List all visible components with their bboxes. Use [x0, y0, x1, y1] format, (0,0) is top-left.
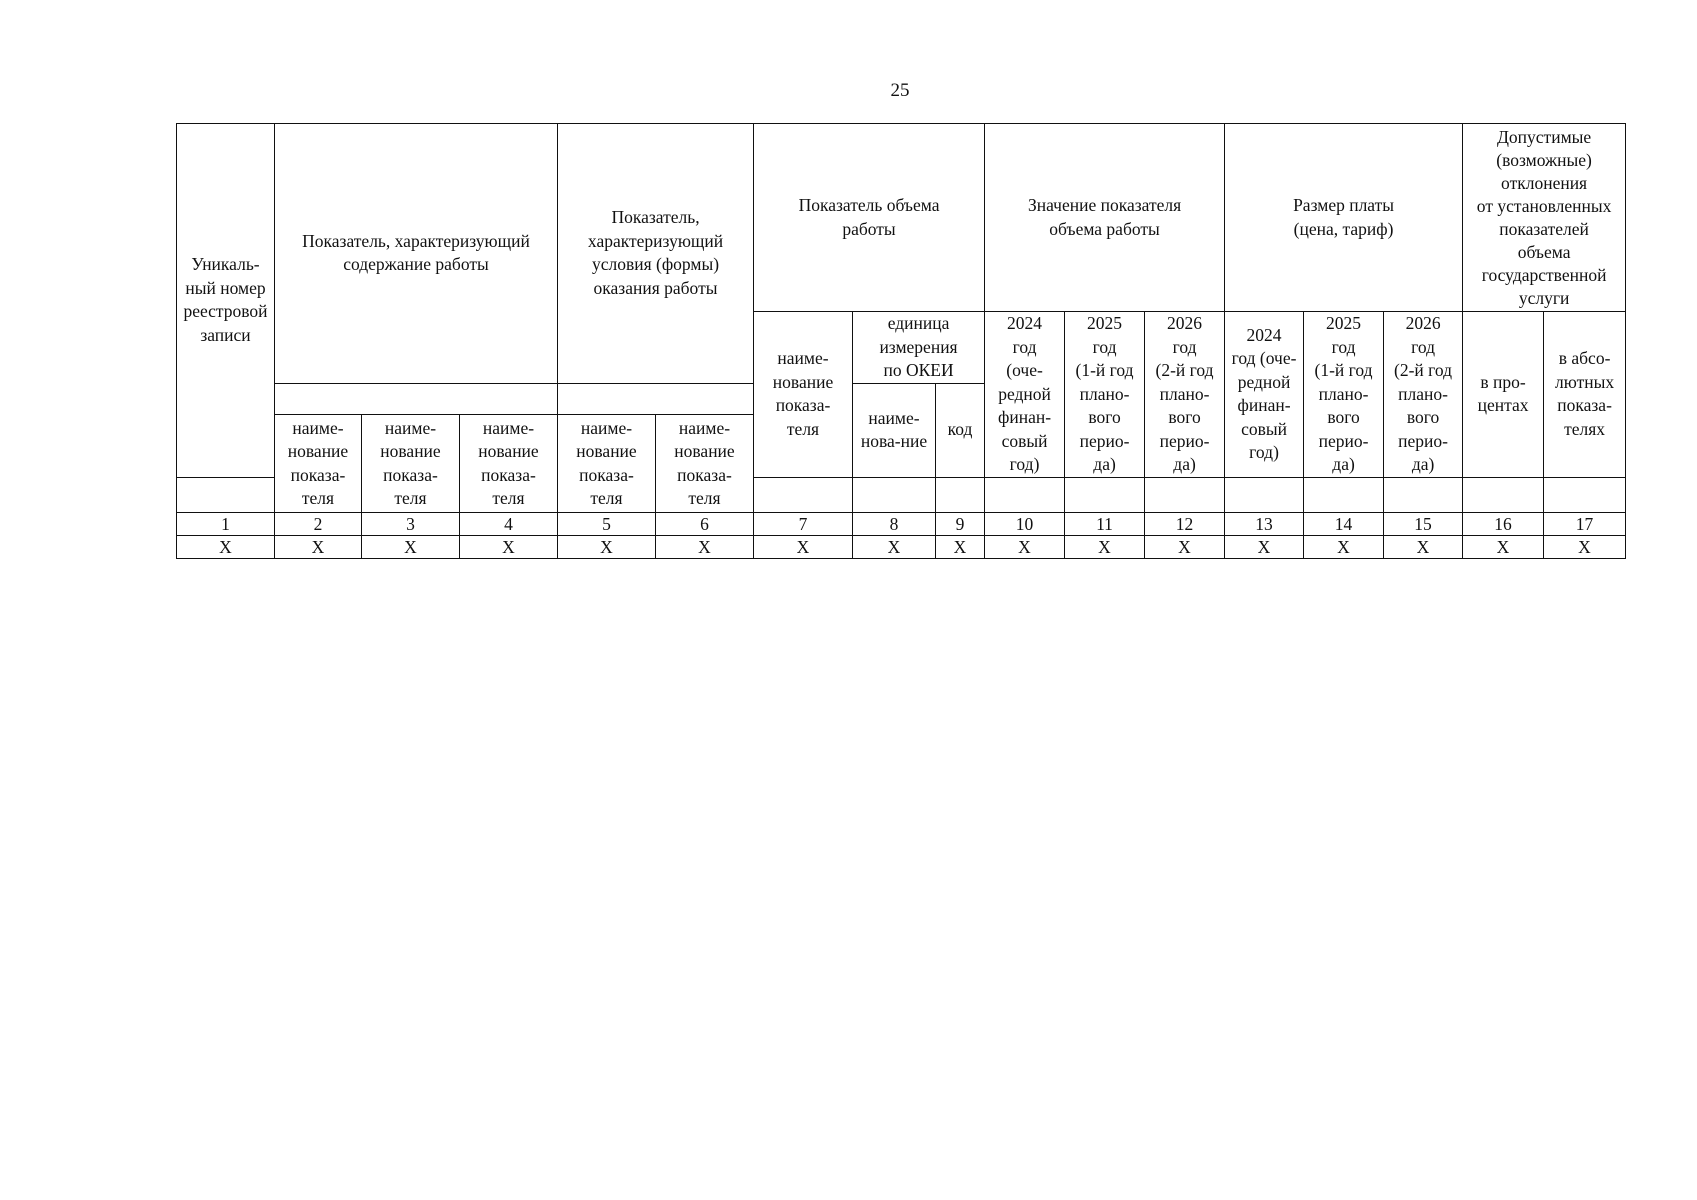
header-2026-payment-text: 2026 год (2-й год плано- вого перио- да) — [1394, 313, 1453, 474]
spacer-17 — [1544, 415, 1626, 513]
col-num-5: 5 — [558, 513, 656, 536]
header-conditions-indicator-text: Показатель, характеризующий условия (формы) оказания работы — [587, 207, 724, 298]
x-cell-13: X — [1225, 536, 1304, 559]
x-cell-3: X — [362, 536, 460, 559]
x-cell-7: X — [754, 536, 853, 559]
x-cell-15: X — [1384, 536, 1463, 559]
header-indicator-name-2-text: наиме- нование показа- теля — [287, 417, 349, 508]
x-cell-16: X — [1463, 536, 1544, 559]
col-num-13: 13 — [1225, 513, 1304, 536]
header-content-indicator-text: Показатель, характеризующий содержание работы — [302, 230, 530, 275]
header-unit-name-text: наиме- нова-ние — [860, 407, 928, 451]
header-indicator-name-2 — [275, 415, 362, 513]
header-in-absolute-text: в абсо- лютных показа- телях — [1555, 348, 1615, 439]
col-num-14: 14 — [1304, 513, 1384, 536]
header-volume-indicator — [754, 124, 985, 312]
header-payment-size — [1225, 124, 1463, 312]
spacer-11 — [1065, 415, 1145, 513]
x-cell-2: X — [275, 536, 362, 559]
header-2026-volume-text: 2026 год (2-й год плано- вого перио- да) — [1155, 313, 1214, 474]
header-2024-volume-text: 2024 год (оче- редной финан- совый год) — [998, 313, 1052, 474]
header-indicator-name-4 — [460, 415, 558, 513]
header-indicator-name-7-text: наиме- нование показа- теля — [772, 348, 834, 439]
spacer-16 — [1463, 415, 1544, 513]
page-number: 25 — [890, 80, 910, 101]
x-cell-8: X — [853, 536, 936, 559]
header-indicator-name-6 — [656, 415, 754, 513]
header-indicator-name-5-text: наиме- нование показа- теля — [576, 417, 637, 508]
spacer-10 — [985, 415, 1065, 513]
x-cell-4: X — [460, 536, 558, 559]
header-measure-unit — [853, 312, 985, 384]
x-cell-11: X — [1065, 536, 1145, 559]
col-num-8: 8 — [853, 513, 936, 536]
x-row — [177, 536, 1626, 559]
spacer-7 — [754, 415, 853, 513]
spacer-unique — [177, 415, 275, 513]
header-measure-unit-text: единица измерения по ОКЕИ — [879, 313, 958, 380]
header-deviations — [1463, 124, 1626, 312]
spacer-12 — [1145, 415, 1225, 513]
x-cell-5: X — [558, 536, 656, 559]
header-indicator-name-3 — [362, 415, 460, 513]
col-num-9: 9 — [936, 513, 985, 536]
x-cell-17: X — [1544, 536, 1626, 559]
header-unit-code-text: код — [947, 419, 973, 440]
spacer-13 — [1225, 415, 1304, 513]
x-cell-9: X — [936, 536, 985, 559]
x-cell-14: X — [1304, 536, 1384, 559]
x-cell-6: X — [656, 536, 754, 559]
header-2025-payment-text: 2025 год (1-й год плано- вого перио- да) — [1314, 313, 1373, 474]
header-in-percent-text: в про- центах — [1477, 371, 1529, 416]
header-indicator-name-4-text: наиме- нование показа- теля — [478, 417, 539, 508]
x-cell-1: X — [177, 536, 275, 559]
header-content-indicator — [275, 124, 558, 384]
col-num-1: 1 — [177, 513, 275, 536]
header-conditions-indicator — [558, 124, 754, 384]
col-num-6: 6 — [656, 513, 754, 536]
header-2024-payment-text: 2024 год (оче- редной финан- совый год) — [1231, 324, 1297, 463]
header-2025-volume-text: 2025 год (1-й год плано- вого перио- да) — [1075, 313, 1134, 474]
header-unique-number-text: Уникаль- ный номер реестровой записи — [183, 254, 268, 345]
x-cell-12: X — [1145, 536, 1225, 559]
spacer-14 — [1304, 415, 1384, 513]
col-num-3: 3 — [362, 513, 460, 536]
spacer-9 — [936, 415, 985, 513]
header-volume-value-text: Значение показателя объема работы — [1027, 195, 1182, 239]
col-num-12: 12 — [1145, 513, 1225, 536]
column-number-row — [177, 513, 1626, 536]
col-num-2: 2 — [275, 513, 362, 536]
col-num-7: 7 — [754, 513, 853, 536]
col-num-17: 17 — [1544, 513, 1626, 536]
header-payment-size-text: Размер платы (цена, тариф) — [1293, 195, 1395, 239]
header-volume-indicator-text: Показатель объема работы — [798, 195, 940, 239]
x-cell-10: X — [985, 536, 1065, 559]
header-indicator-name-5 — [558, 415, 656, 513]
col-num-11: 11 — [1065, 513, 1145, 536]
col-num-10: 10 — [985, 513, 1065, 536]
col-num-4: 4 — [460, 513, 558, 536]
col-num-16: 16 — [1463, 513, 1544, 536]
header-indicator-name-6-text: наиме- нование показа- теля — [674, 417, 735, 508]
state-task-work-table-lower — [176, 414, 1626, 559]
header-volume-value — [985, 124, 1225, 312]
header-deviations-text: Допустимые (возможные) отклонения от установленных показателей объема государственной услуги — [1476, 126, 1612, 308]
col-num-15: 15 — [1384, 513, 1463, 536]
spacer-8 — [853, 415, 936, 513]
spacer-15 — [1384, 415, 1463, 513]
header-indicator-name-3-text: наиме- нование показа- теля — [380, 417, 441, 508]
